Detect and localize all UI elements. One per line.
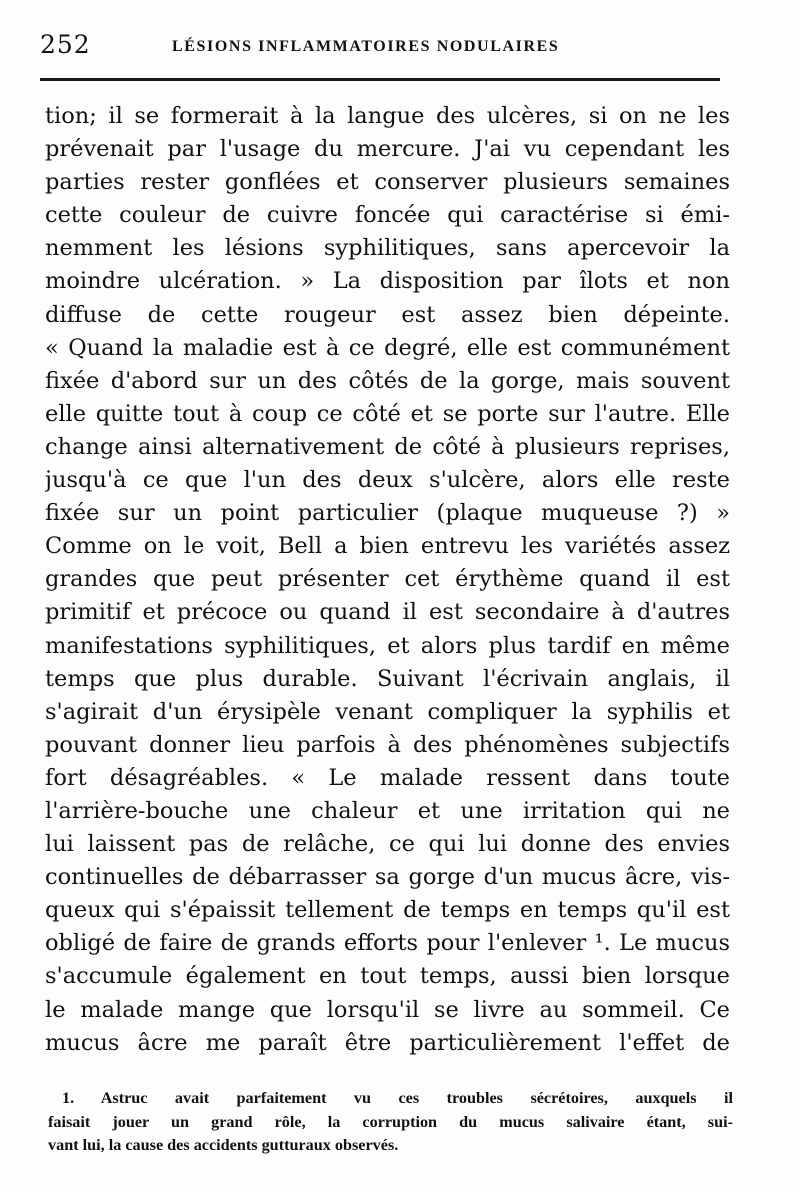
header-rule — [40, 78, 720, 81]
text-line: fixée d'abord sur un des côtés de la gorge, mais souvent — [45, 367, 730, 394]
footnotes — [48, 1087, 733, 1158]
text-line: le malade mange que lorsqu'il se livre au sommeil. Ce — [45, 996, 730, 1023]
text-line: « Quand la maladie est à ce degré, elle est communément — [45, 334, 730, 361]
text-line: obligé de faire de grands efforts pour l'enlever ¹. Le mucus — [45, 930, 730, 957]
text-line: queux qui s'épaissit tellement de temps en temps qu'il est — [45, 897, 730, 924]
text-line: pouvant donner lieu parfois à des phénomènes subjectifs — [45, 731, 730, 758]
text-line: manifestations syphilitiques, et alors plus tardif en même — [45, 632, 730, 659]
text-line: grandes que peut présenter cet érythème quand il est — [45, 566, 730, 593]
text-line: fixée sur un point particulier (plaque muqueuse ?) » — [45, 500, 730, 527]
text-line: moindre ulcération. » La disposition par îlots et non — [45, 268, 730, 295]
text-line: s'accumule également en tout temps, aussi bien lorsque — [45, 963, 730, 990]
text-line: l'arrière-bouche une chaleur et une irritation qui ne — [45, 797, 730, 824]
footnote-line: faisait jouer un grand rôle, la corruption du mucus salivaire étant, sui- — [48, 1112, 733, 1131]
text-line: jusqu'à ce que l'un des deux s'ulcère, alors elle reste — [45, 467, 730, 494]
text-line: primitif et précoce ou quand il est secondaire à d'autres — [45, 599, 730, 626]
text-line: elle quitte tout à coup ce côté et se porte sur l'autre. Elle — [45, 400, 730, 427]
text-line: tion; il se formerait à la langue des ulcères, si on ne les — [45, 103, 730, 129]
page-header — [40, 30, 730, 64]
running-title: LÉSIONS INFLAMMATOIRES NODULAIRES — [172, 38, 560, 55]
text-line: change ainsi alternativement de côté à plusieurs reprises, — [45, 433, 730, 460]
footnote-line: 1. Astruc avait parfaitement vu ces troubles sécrétoires, auxquels il — [62, 1089, 733, 1107]
text-line: Comme on le voit, Bell a bien entrevu les variétés assez — [45, 533, 730, 560]
text-line: fort désagréables. « Le malade ressent dans toute — [45, 764, 730, 791]
text-line: temps que plus durable. Suivant l'écrivain anglais, il — [45, 665, 730, 692]
text-line: cette couleur de cuivre foncée qui caractérise si émi- — [45, 202, 730, 229]
text-line: prévenait par l'usage du mercure. J'ai vu cependant les — [45, 136, 730, 163]
body-text — [45, 100, 730, 1060]
text-line: nemment les lésions syphilitiques, sans apercevoir la — [45, 235, 730, 262]
text-line: mucus âcre me paraît être particulièrement l'effet de — [45, 1029, 730, 1056]
footnote-line: vant lui, la cause des accidents gutturaux observés. — [48, 1136, 399, 1154]
page-number: 252 — [40, 30, 91, 59]
text-line: continuelles de débarrasser sa gorge d'un mucus âcre, vis- — [45, 864, 730, 891]
text-line: lui laissent pas de relâche, ce qui lui donne des envies — [45, 831, 730, 858]
text-line: parties rester gonflées et conserver plusieurs semaines — [45, 169, 730, 196]
text-line: diffuse de cette rougeur est assez bien dépeinte. — [45, 301, 730, 328]
text-line: s'agirait d'un érysipèle venant compliquer la syphilis et — [45, 698, 730, 725]
